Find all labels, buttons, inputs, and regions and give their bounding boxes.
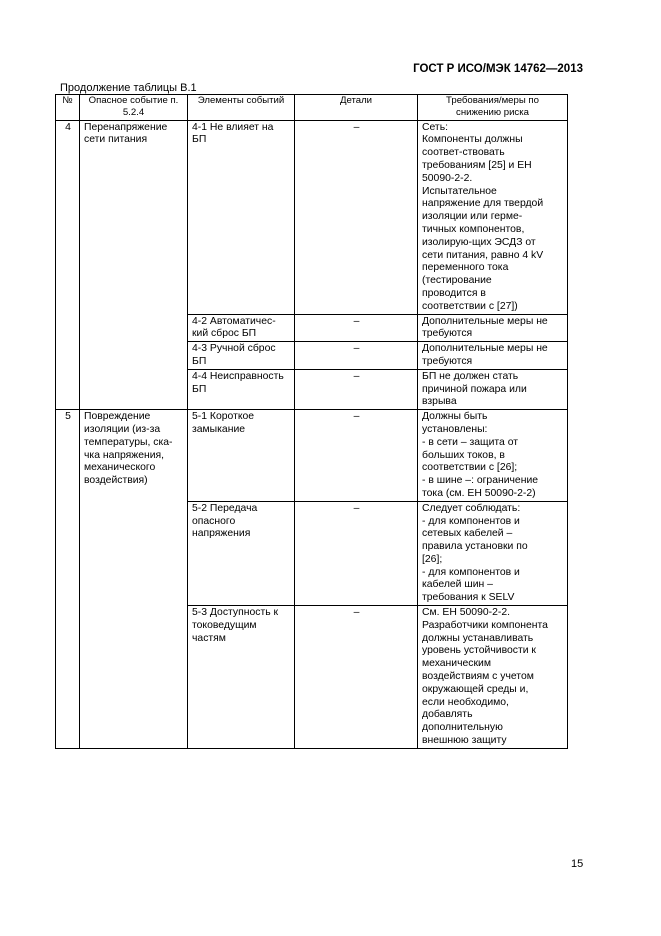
table-row [56, 410, 568, 502]
table-header-row [56, 95, 568, 121]
details-cell: – [295, 369, 418, 409]
details-cell: – [295, 342, 418, 370]
event-element-cell: 4-3 Ручной сброс БП [188, 342, 295, 370]
requirement-cell: Следует соблюдать: - для компонентов и сетевых кабелей – правила установки по [26]; - для компонентов и кабелей шин – требования к SELV [418, 501, 568, 605]
table-row [56, 120, 568, 314]
header-cell-number: № [56, 95, 80, 121]
requirement-cell: Дополнительные меры не требуются [418, 342, 568, 370]
row-number-cell: 4 [56, 120, 80, 410]
page-number: 15 [571, 858, 584, 870]
event-element-cell: 5-3 Доступность к токоведущим частям [188, 606, 295, 749]
event-element-cell: 4-4 Неисправность БП [188, 369, 295, 409]
event-element-cell: 4-2 Автоматичес- кий сброс БП [188, 314, 295, 342]
event-element-cell: 5-1 Короткое замыкание [188, 410, 295, 502]
hazard-event-cell: Перенапряжение сети питания [80, 120, 188, 410]
requirement-cell: См. ЕН 50090-2-2. Разработчики компонента должны устанавливать уровень устойчивости к механическим воздействиям с учетом окружающей среды и, если необходимо, добавлять дополнительную внешнюю защиту [418, 606, 568, 749]
event-element-cell: 5-2 Передача опасного напряжения [188, 501, 295, 605]
details-cell: – [295, 314, 418, 342]
header-cell-details: Детали [295, 95, 418, 121]
header-cell-event-elements: Элементы событий [188, 95, 295, 121]
details-cell: – [295, 410, 418, 502]
requirement-cell: БП не должен стать причиной пожара или взрыва [418, 369, 568, 409]
details-cell: – [295, 606, 418, 749]
header-cell-hazard-event: Опасное событие п. 5.2.4 [80, 95, 188, 121]
table-caption: Продолжение таблицы В.1 [60, 82, 197, 94]
header-cell-requirements: Требования/меры по снижению риска [418, 95, 568, 121]
requirements-table [55, 94, 568, 749]
hazard-event-cell: Повреждение изоляции (из-за температуры, ска- чка напряжения, механического воздействия) [80, 410, 188, 749]
document-header: ГОСТ Р ИСО/МЭК 14762—2013 [413, 63, 583, 75]
details-cell: – [295, 120, 418, 314]
row-number-cell: 5 [56, 410, 80, 749]
requirement-cell: Должны быть установлены: - в сети – защита от больших токов, в соответствии с [26]; - в шине –: ограничение тока (см. ЕН 50090-2-2) [418, 410, 568, 502]
requirement-cell: Дополнительные меры не требуются [418, 314, 568, 342]
details-cell: – [295, 501, 418, 605]
event-element-cell: 4-1 Не влияет на БП [188, 120, 295, 314]
requirement-cell: Сеть: Компоненты должны соответ-ствовать требованиям [25] и ЕН 50090-2-2. Испытательное напряжение для твердой изоляции или герме- тичных компонентов, изолирую-щих ЭСДЗ от сети питания, равно 4 kV переменного тока (тестирование проводится в соответствии с [27]) [418, 120, 568, 314]
